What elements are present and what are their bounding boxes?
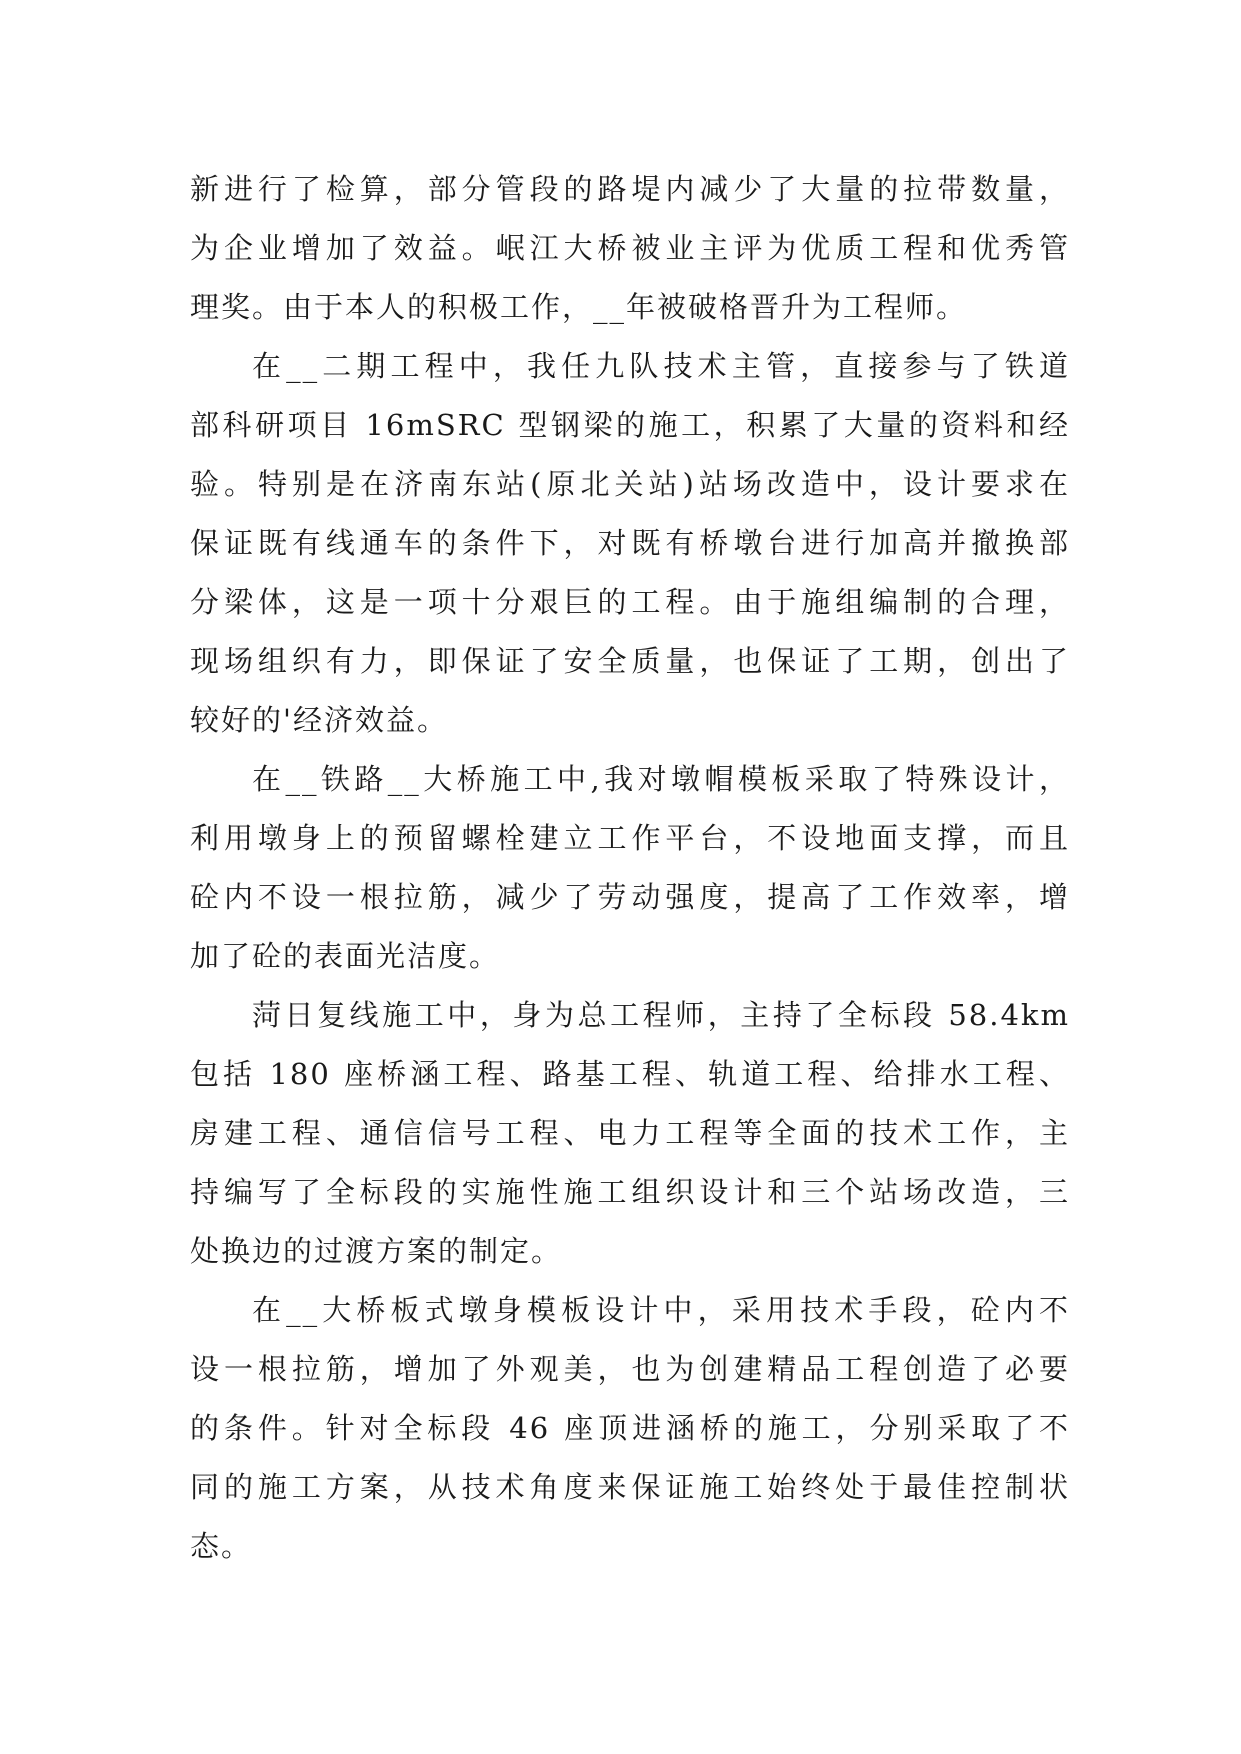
- paragraph-line: 现场组织有力，即保证了安全质量，也保证了工期，创出了: [190, 644, 1070, 678]
- paragraph-line: 持编写了全标段的实施性施工组织设计和三个站场改造，三: [190, 1175, 1070, 1209]
- paragraph-line: 的条件。针对全标段 46 座顶进涵桥的施工，分别采取了不: [190, 1411, 1070, 1445]
- paragraph-line: 验。特别是在济南东站(原北关站)站场改造中，设计要求在: [190, 467, 1070, 501]
- paragraph-line: 在__二期工程中，我任九队技术主管，直接参与了铁道: [252, 349, 1070, 383]
- paragraph-line: 较好的'经济效益。: [190, 703, 448, 737]
- paragraph-5: [190, 1281, 1070, 1576]
- paragraph-line: 砼内不设一根拉筋，减少了劳动强度，提高了工作效率，增: [190, 880, 1070, 914]
- paragraph-line: 保证既有线通车的条件下，对既有桥墩台进行加高并撤换部: [190, 526, 1070, 560]
- paragraph-line: 态。: [190, 1529, 253, 1563]
- paragraph-line: 同的施工方案，从技术角度来保证施工始终处于最佳控制状: [190, 1470, 1070, 1504]
- paragraph-line: 在__铁路__大桥施工中,我对墩帽模板采取了特殊设计，: [252, 762, 1070, 796]
- paragraph-3: [190, 750, 1070, 986]
- paragraph-line: 为企业增加了效益。岷江大桥被业主评为优质工程和优秀管: [190, 231, 1070, 265]
- paragraph-1: [190, 160, 1070, 337]
- paragraph-line: 在__大桥板式墩身模板设计中，采用技术手段，砼内不: [252, 1293, 1070, 1327]
- paragraph-line: 设一根拉筋，增加了外观美，也为创建精品工程创造了必要: [190, 1352, 1070, 1386]
- paragraph-4: [190, 986, 1070, 1281]
- paragraph-line: 处换边的过渡方案的制定。: [190, 1234, 563, 1268]
- paragraph-line: 房建工程、通信信号工程、电力工程等全面的技术工作，主: [190, 1116, 1070, 1150]
- paragraph-line: 部科研项目 16mSRC 型钢梁的施工，积累了大量的资料和经: [190, 408, 1070, 442]
- paragraph-line: 新进行了检算，部分管段的路堤内减少了大量的拉带数量，: [190, 172, 1070, 206]
- document-body: [190, 160, 1070, 1576]
- paragraph-line: 包括 180 座桥涵工程、路基工程、轨道工程、给排水工程、: [190, 1057, 1070, 1091]
- paragraph-line: 理奖。由于本人的积极工作，__年被破格晋升为工程师。: [190, 290, 968, 324]
- paragraph-line: 利用墩身上的预留螺栓建立工作平台，不设地面支撑，而且: [190, 821, 1070, 855]
- paragraph-2: [190, 337, 1070, 750]
- paragraph-line: 菏日复线施工中，身为总工程师，主持了全标段 58.4km: [252, 998, 1070, 1032]
- paragraph-line: 加了砼的表面光洁度。: [190, 939, 501, 973]
- paragraph-line: 分梁体，这是一项十分艰巨的工程。由于施组编制的合理，: [190, 585, 1070, 619]
